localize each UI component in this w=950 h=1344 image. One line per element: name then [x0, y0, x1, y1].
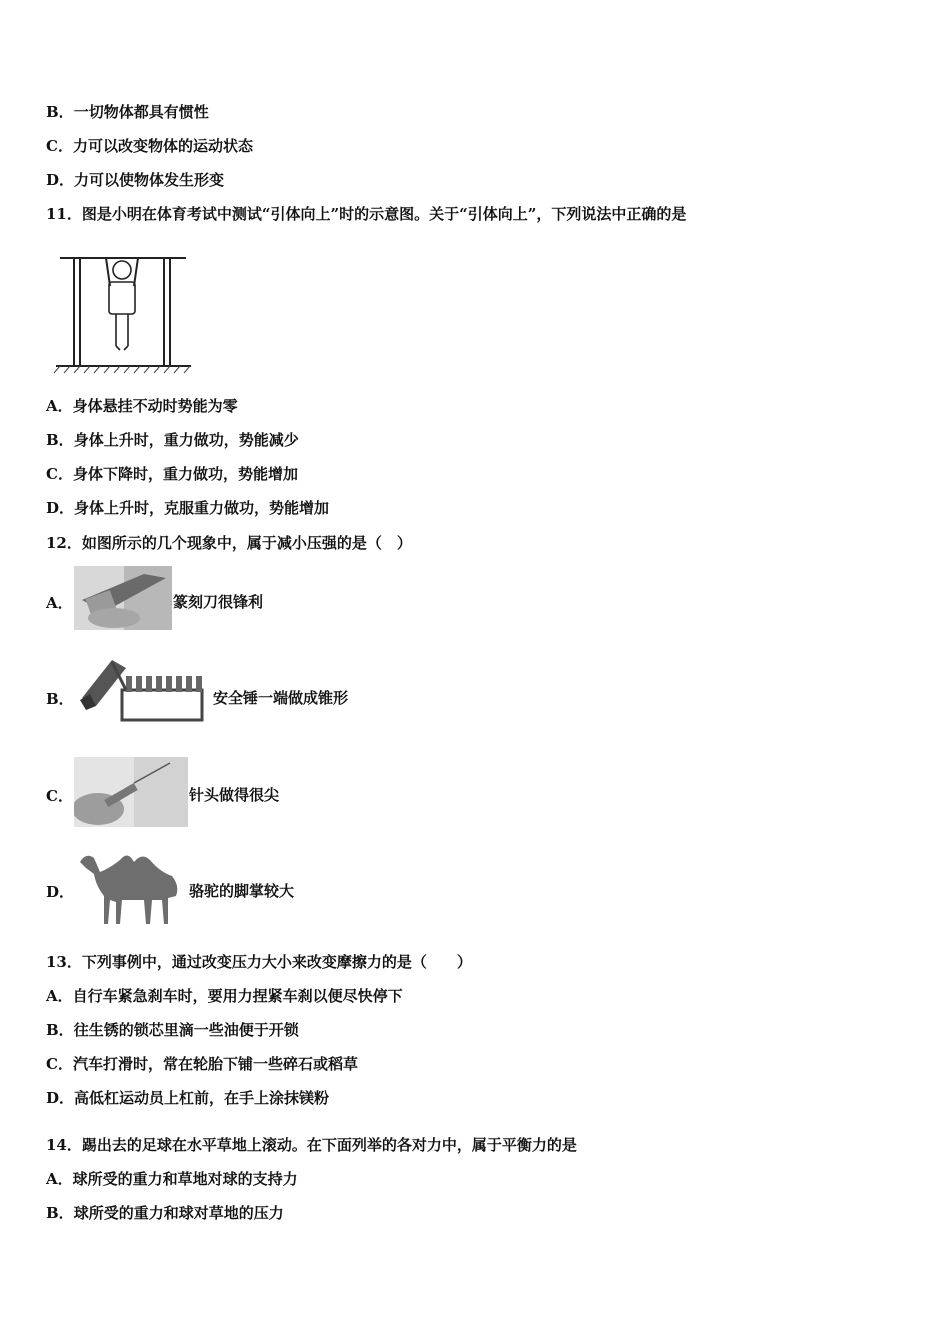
q12-option-b-text: 安全锤一端做成锥形 — [213, 689, 349, 707]
q12-option-d-label: D． — [46, 883, 75, 901]
q13-option-c: C．汽车打滑时，常在轮胎下铺一些碎石或稻草 — [46, 1055, 358, 1073]
q12-option-a-text: 篆刻刀很锋利 — [173, 593, 264, 611]
q12-stem: 12．如图所示的几个现象中，属于减小压强的是（ ） — [46, 534, 412, 552]
q10-option-b: B．一切物体都具有惯性 — [46, 103, 209, 121]
safety-hammer-image — [76, 654, 212, 738]
syringe-needle-image — [74, 757, 188, 827]
q14-stem: 14．踢出去的足球在水平草地上滚动。在下面列举的各对力中，属于平衡力的是 — [46, 1136, 577, 1154]
q13-option-d: D．高低杠运动员上杠前，在手上涂抹镁粉 — [46, 1089, 330, 1107]
q11-option-a: A．身体悬挂不动时势能为零 — [46, 397, 238, 415]
q13-option-b: B．往生锈的锁芯里滴一些油便于开锁 — [46, 1021, 299, 1039]
camel-image — [76, 846, 186, 928]
q12-option-d-text: 骆驼的脚掌较大 — [189, 882, 295, 900]
q10-option-d: D．力可以使物体发生形变 — [46, 171, 225, 189]
q12-option-a-label: A． — [46, 594, 73, 612]
q14-option-b: B．球所受的重力和球对草地的压力 — [46, 1204, 284, 1222]
q12-option-c-label: C． — [46, 787, 73, 805]
carving-knife-image — [74, 566, 172, 630]
q13-option-a: A．自行车紧急刹车时，要用力捏紧车刹以便尽快停下 — [46, 987, 403, 1005]
q13-stem: 13．下列事例中，通过改变压力大小来改变摩擦力的是（ ） — [46, 953, 472, 971]
q11-option-b: B．身体上升时，重力做功，势能减少 — [46, 431, 299, 449]
q12-option-b-label: B． — [46, 690, 74, 708]
q11-option-c: C．身体下降时，重力做功，势能增加 — [46, 465, 298, 483]
q14-option-a: A．球所受的重力和草地对球的支持力 — [46, 1170, 298, 1188]
q11-stem: 11．图是小明在体育考试中测试“引体向上”时的示意图。关于“引体向上”，下列说法中正确的是 — [46, 205, 687, 223]
q11-option-d: D．身体上升时，克服重力做功，势能增加 — [46, 499, 330, 517]
pull-up-figure — [46, 246, 196, 374]
q12-option-c-text: 针头做得很尖 — [189, 786, 280, 804]
q10-option-c: C．力可以改变物体的运动状态 — [46, 137, 253, 155]
